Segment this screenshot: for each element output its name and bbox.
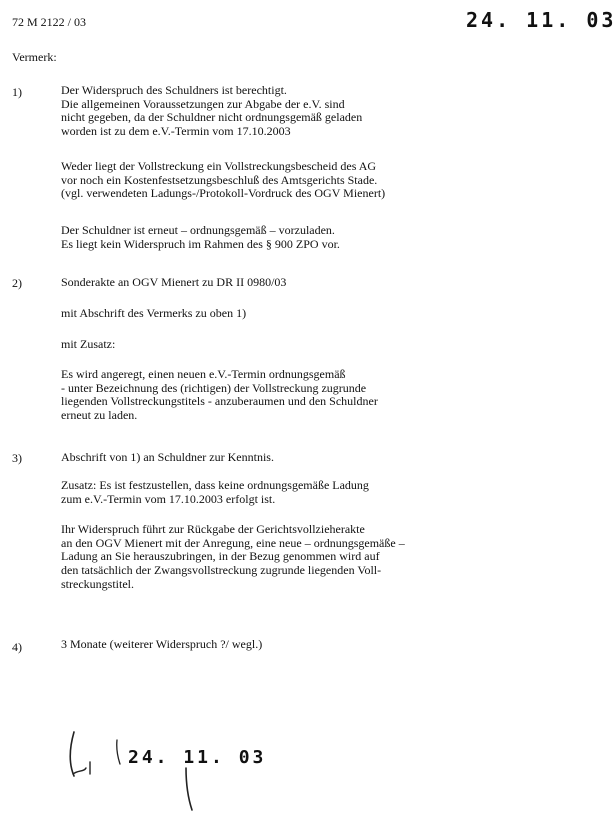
- text-line: Abschrift von 1) an Schuldner zur Kenntnis.: [61, 450, 274, 464]
- text-line: Ihr Widerspruch führt zur Rückgabe der Gerichtsvollzieherakte: [61, 522, 365, 536]
- item-2-paragraph-2: [61, 307, 246, 321]
- file-reference: 72 M 2122 / 03: [12, 15, 87, 29]
- text-line: Weder liegt der Vollstreckung ein Vollstreckungsbescheid des AG: [61, 159, 377, 173]
- page-title: Vermerk:: [12, 50, 57, 64]
- text-line: mit Abschrift des Vermerks zu oben 1): [61, 306, 247, 320]
- item-3-paragraph-2: [61, 479, 369, 506]
- handwritten-signature: [60, 718, 210, 818]
- item-number-4: 4): [12, 640, 22, 654]
- text-line: mit Zusatz:: [61, 337, 116, 351]
- text-line: vor noch ein Kostenfestsetzungsbeschluß des Amtsgerichts Stade.: [61, 172, 378, 187]
- item-3-paragraph-3: [61, 523, 405, 591]
- text-line: streckungstitel.: [61, 576, 134, 591]
- item-number-2: 2): [12, 276, 22, 290]
- text-line: an den OGV Mienert mit der Anregung, eine neue – ordnungsgemäße –: [61, 535, 405, 550]
- text-line: Die allgemeinen Voraussetzungen zur Abgabe der e.V. sind: [61, 96, 345, 111]
- text-line: Es wird angeregt, einen neuen e.V.-Termin ordnungsgemäß: [61, 367, 346, 381]
- item-number-3: 3): [12, 451, 22, 465]
- item-2-paragraph-3: [61, 338, 115, 352]
- item-4-paragraph-1: [61, 638, 262, 652]
- text-line: worden ist zu dem e.V.-Termin vom 17.10.2003: [61, 124, 291, 139]
- text-line: - unter Bezeichnung des (richtigen) der Vollstreckung zugrunde: [61, 380, 367, 395]
- date-stamp: 24. 11. 03: [466, 8, 616, 32]
- footer-date-stamp: 24. 11. 03: [128, 747, 267, 768]
- text-line: Sonderakte an OGV Mienert zu DR II 0980/03: [61, 275, 287, 289]
- text-line: Ladung an Sie herauszubringen, in der Bezug genommen wird auf: [61, 549, 380, 564]
- item-number-1: 1): [12, 85, 22, 99]
- item-2-paragraph-4: [61, 368, 378, 423]
- text-line: 3 Monate (weiterer Widerspruch ?/ wegl.): [61, 637, 263, 651]
- item-1-paragraph-1: [61, 84, 362, 139]
- item-1-paragraph-2: [61, 160, 385, 201]
- text-line: Es liegt kein Widerspruch im Rahmen des § 900 ZPO vor.: [61, 236, 340, 251]
- text-line: liegenden Vollstreckungstitels - anzuberaumen und den Schuldner: [61, 394, 378, 409]
- item-2-paragraph-1: [61, 276, 286, 290]
- text-line: (vgl. verwendeten Ladungs-/Protokoll-Vordruck des OGV Mienert): [61, 186, 386, 201]
- text-line: Der Schuldner ist erneut – ordnungsgemäß – vorzuladen.: [61, 223, 335, 237]
- item-1-paragraph-3: [61, 224, 340, 251]
- text-line: erneut zu laden.: [61, 408, 138, 423]
- text-line: Zusatz: Es ist festzustellen, dass keine ordnungsgemäße Ladung: [61, 478, 369, 492]
- item-3-paragraph-1: [61, 451, 274, 465]
- text-line: den tatsächlich der Zwangsvollstreckung zugrunde liegenden Voll-: [61, 563, 382, 578]
- text-line: Der Widerspruch des Schuldners ist berechtigt.: [61, 83, 287, 97]
- text-line: nicht gegeben, da der Schuldner nicht ordnungsgemäß geladen: [61, 110, 363, 125]
- text-line: zum e.V.-Termin vom 17.10.2003 erfolgt ist.: [61, 491, 276, 506]
